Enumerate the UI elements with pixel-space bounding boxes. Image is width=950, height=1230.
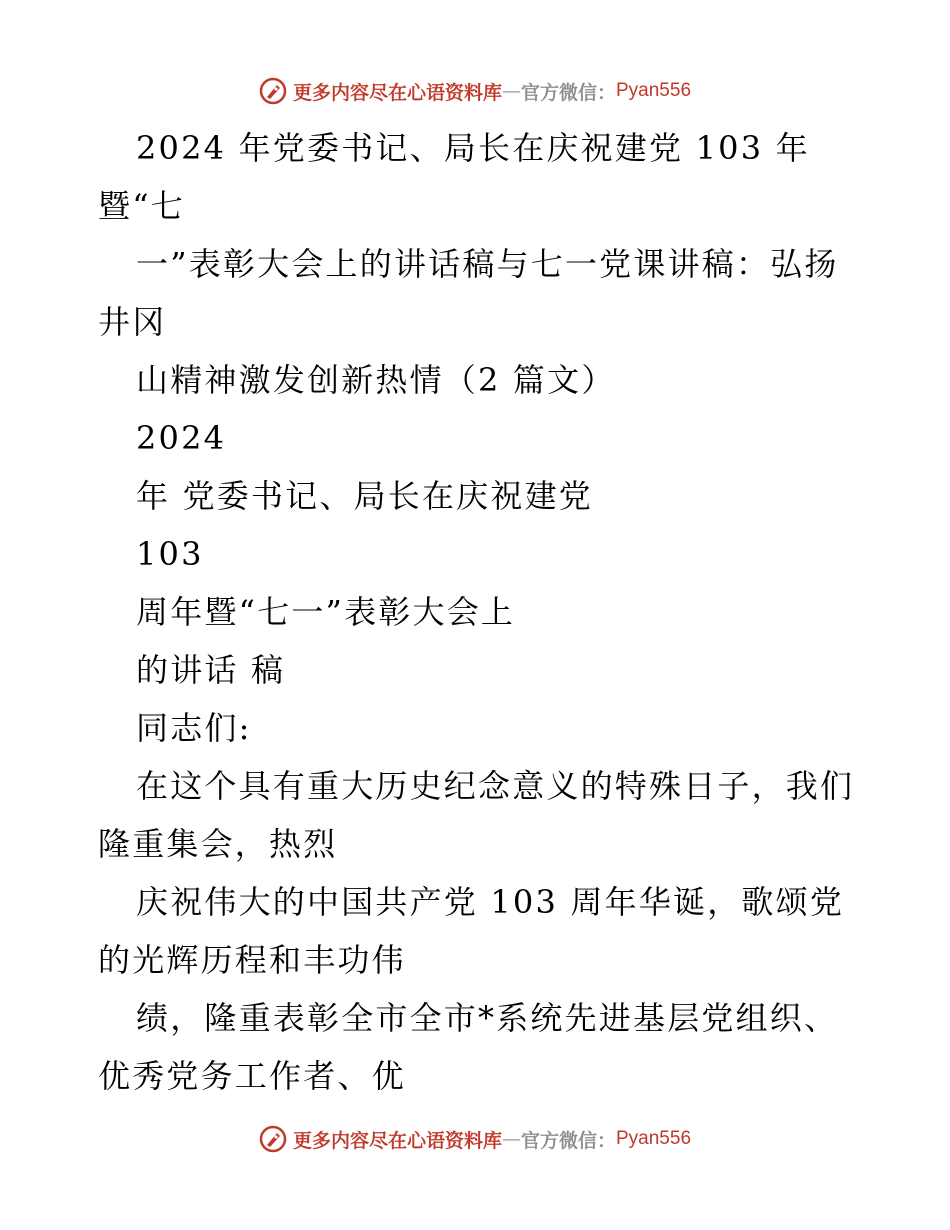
title-line-2: 暨“七 (98, 187, 185, 225)
paragraph-line: 的光辉历程和丰功伟 (98, 941, 406, 979)
salutation: 同志们: (136, 709, 252, 747)
watermark-contact-id: Pyan556 (616, 1128, 692, 1149)
title-line-3: 一”表彰大会上的讲话稿与七一党课讲稿：弘扬 (136, 245, 839, 283)
watermark-contact-label: 官方微信： (520, 81, 616, 104)
subtitle-line-4: 周年暨“七一”表彰大会上 (136, 593, 516, 631)
title-line-4: 井冈 (98, 303, 167, 341)
paragraph-line: 隆重集会，热烈 (98, 825, 338, 863)
watermark-contact-label: 官方微信： (520, 1129, 616, 1152)
paragraph-line: 在这个具有重大历史纪念意义的特殊日子，我们 (136, 767, 855, 805)
paragraph-line: 庆祝伟大的中国共产党 103 周年华诞，歌颂党 (136, 883, 845, 921)
watermark-footer (0, 1119, 950, 1159)
paragraph-line: 优秀党务工作者、优 (98, 1057, 406, 1095)
title-line-1: 2024 年党委书记、局长在庆祝建党 103 年 (136, 129, 810, 167)
subtitle-line-3: 103 (136, 535, 204, 573)
watermark-separator: — (501, 1128, 521, 1150)
title-line-5: 山精神激发创新热情（2 篇文） (136, 361, 616, 399)
watermark-separator: — (501, 80, 521, 102)
paragraph-line: 绩，隆重表彰全市全市*系统先进基层党组织、 (136, 999, 839, 1037)
watermark-contact-id: Pyan556 (616, 80, 692, 101)
watermark-brand: 更多内容尽在心语资料库 (292, 1129, 502, 1152)
subtitle-line-1: 2024 (136, 419, 227, 457)
pen-nib-logo-icon (259, 1125, 287, 1153)
subtitle-line-2: 年 党委书记、局长在庆祝建党 (136, 477, 593, 515)
watermark-brand: 更多内容尽在心语资料库 (292, 81, 502, 104)
subtitle-line-5: 的讲话 稿 (136, 651, 286, 689)
